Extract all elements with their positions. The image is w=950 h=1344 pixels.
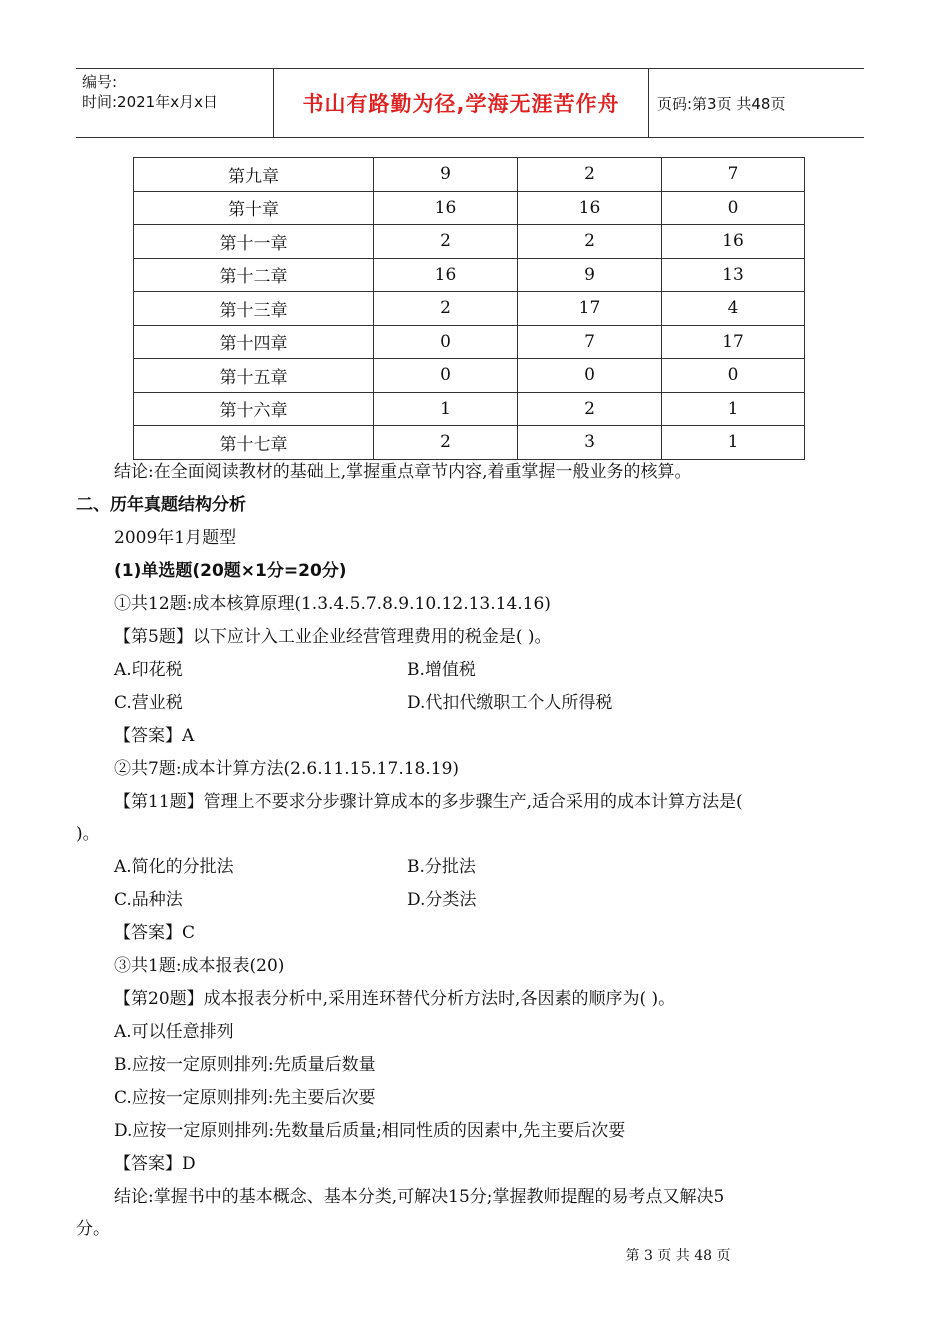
q11-option-b: B.分批法 [407, 857, 476, 877]
header-motto: 书山有路勤为径,学海无涯苦作舟 [274, 69, 649, 137]
chapter-cell: 第十二章 [134, 258, 374, 292]
value-cell: 0 [374, 325, 518, 359]
value-cell: 9 [374, 158, 518, 192]
q5-option-a: A.印花税 [114, 660, 183, 680]
table-row [134, 325, 805, 359]
chapter-cell: 第十一章 [134, 225, 374, 259]
question-20: 【第20题】成本报表分析中,采用连环替代分析方法时,各因素的顺序为( )。 [114, 989, 676, 1009]
year-title: 2009年1月题型 [114, 528, 237, 548]
header-page-code: 页码:第3页 共48页 [657, 94, 786, 113]
q20-answer: 【答案】D [114, 1154, 196, 1174]
value-cell: 2 [518, 225, 662, 259]
conclusion-2-line-2: 分。 [76, 1219, 110, 1239]
group-2: ②共7题:成本计算方法(2.6.11.15.17.18.19) [114, 759, 460, 779]
value-cell: 9 [518, 258, 662, 292]
value-cell: 17 [518, 292, 662, 326]
q11-option-d: D.分类法 [407, 890, 477, 910]
q5-option-d: D.代扣代缴职工个人所得税 [407, 693, 613, 713]
value-cell: 2 [374, 225, 518, 259]
question-11-line-2: )。 [76, 824, 100, 844]
value-cell: 13 [662, 258, 805, 292]
chapter-cell: 第十四章 [134, 325, 374, 359]
header-meta [76, 69, 274, 137]
value-cell: 16 [518, 191, 662, 225]
table-row [134, 191, 805, 225]
value-cell: 2 [518, 392, 662, 426]
q5-option-c: C.营业税 [114, 693, 183, 713]
time-label: 时间:2021年x月x日 [82, 93, 218, 111]
value-cell: 16 [374, 258, 518, 292]
chapter-cell: 第十六章 [134, 392, 374, 426]
value-cell: 0 [662, 191, 805, 225]
conclusion-2-line-1: 结论:掌握书中的基本概念、基本分类,可解决15分;掌握教师提醒的易考点又解决5 [114, 1187, 725, 1207]
table-row [134, 158, 805, 192]
q11-option-a: A.简化的分批法 [114, 857, 234, 877]
q20-option-d: D.应按一定原则排列:先数量后质量;相同性质的因素中,先主要后次要 [114, 1121, 626, 1141]
value-cell: 7 [518, 325, 662, 359]
subsection-title: (1)单选题(20题×1分=20分) [114, 561, 347, 581]
q20-option-b: B.应按一定原则排列:先质量后数量 [114, 1055, 376, 1075]
value-cell: 3 [518, 426, 662, 460]
chapter-cell: 第十七章 [134, 426, 374, 460]
chapter-cell: 第十三章 [134, 292, 374, 326]
table-row [134, 225, 805, 259]
conclusion-1: 结论:在全面阅读教材的基础上,掌握重点章节内容,着重掌握一般业务的核算。 [114, 462, 692, 482]
value-cell: 16 [662, 225, 805, 259]
chapter-cell: 第九章 [134, 158, 374, 192]
value-cell: 7 [662, 158, 805, 192]
q5-option-b: B.增值税 [407, 660, 476, 680]
q20-option-c: C.应按一定原则排列:先主要后次要 [114, 1088, 376, 1108]
chapter-score-table [133, 157, 805, 460]
group-1: ①共12题:成本核算原理(1.3.4.5.7.8.9.10.12.13.14.16) [114, 594, 551, 614]
value-cell: 16 [374, 191, 518, 225]
value-cell: 2 [374, 292, 518, 326]
chapter-cell: 第十章 [134, 191, 374, 225]
q11-answer: 【答案】C [114, 923, 196, 943]
value-cell: 2 [374, 426, 518, 460]
page-header [76, 68, 864, 138]
section-title: 二、历年真题结构分析 [76, 495, 246, 515]
value-cell: 0 [518, 359, 662, 393]
footer-page-number: 第 3 页 共 48 页 [625, 1248, 731, 1264]
number-label: 编号: [82, 73, 118, 91]
value-cell: 0 [662, 359, 805, 393]
chapter-cell: 第十五章 [134, 359, 374, 393]
value-cell: 2 [518, 158, 662, 192]
value-cell: 0 [374, 359, 518, 393]
table-row [134, 392, 805, 426]
page-footer [0, 1245, 950, 1265]
table-row [134, 258, 805, 292]
question-5: 【第5题】以下应计入工业企业经营管理费用的税金是( )。 [114, 627, 552, 647]
table-row [134, 292, 805, 326]
question-11-line-1: 【第11题】管理上不要求分步骤计算成本的多步骤生产,适合采用的成本计算方法是( [114, 792, 743, 812]
value-cell: 17 [662, 325, 805, 359]
value-cell: 1 [662, 426, 805, 460]
value-cell: 1 [374, 392, 518, 426]
q5-answer: 【答案】A [114, 726, 195, 746]
table-row [134, 359, 805, 393]
table-row [134, 426, 805, 460]
value-cell: 4 [662, 292, 805, 326]
q11-option-c: C.品种法 [114, 890, 183, 910]
group-3: ③共1题:成本报表(20) [114, 956, 285, 976]
q20-option-a: A.可以任意排列 [114, 1022, 234, 1042]
value-cell: 1 [662, 392, 805, 426]
